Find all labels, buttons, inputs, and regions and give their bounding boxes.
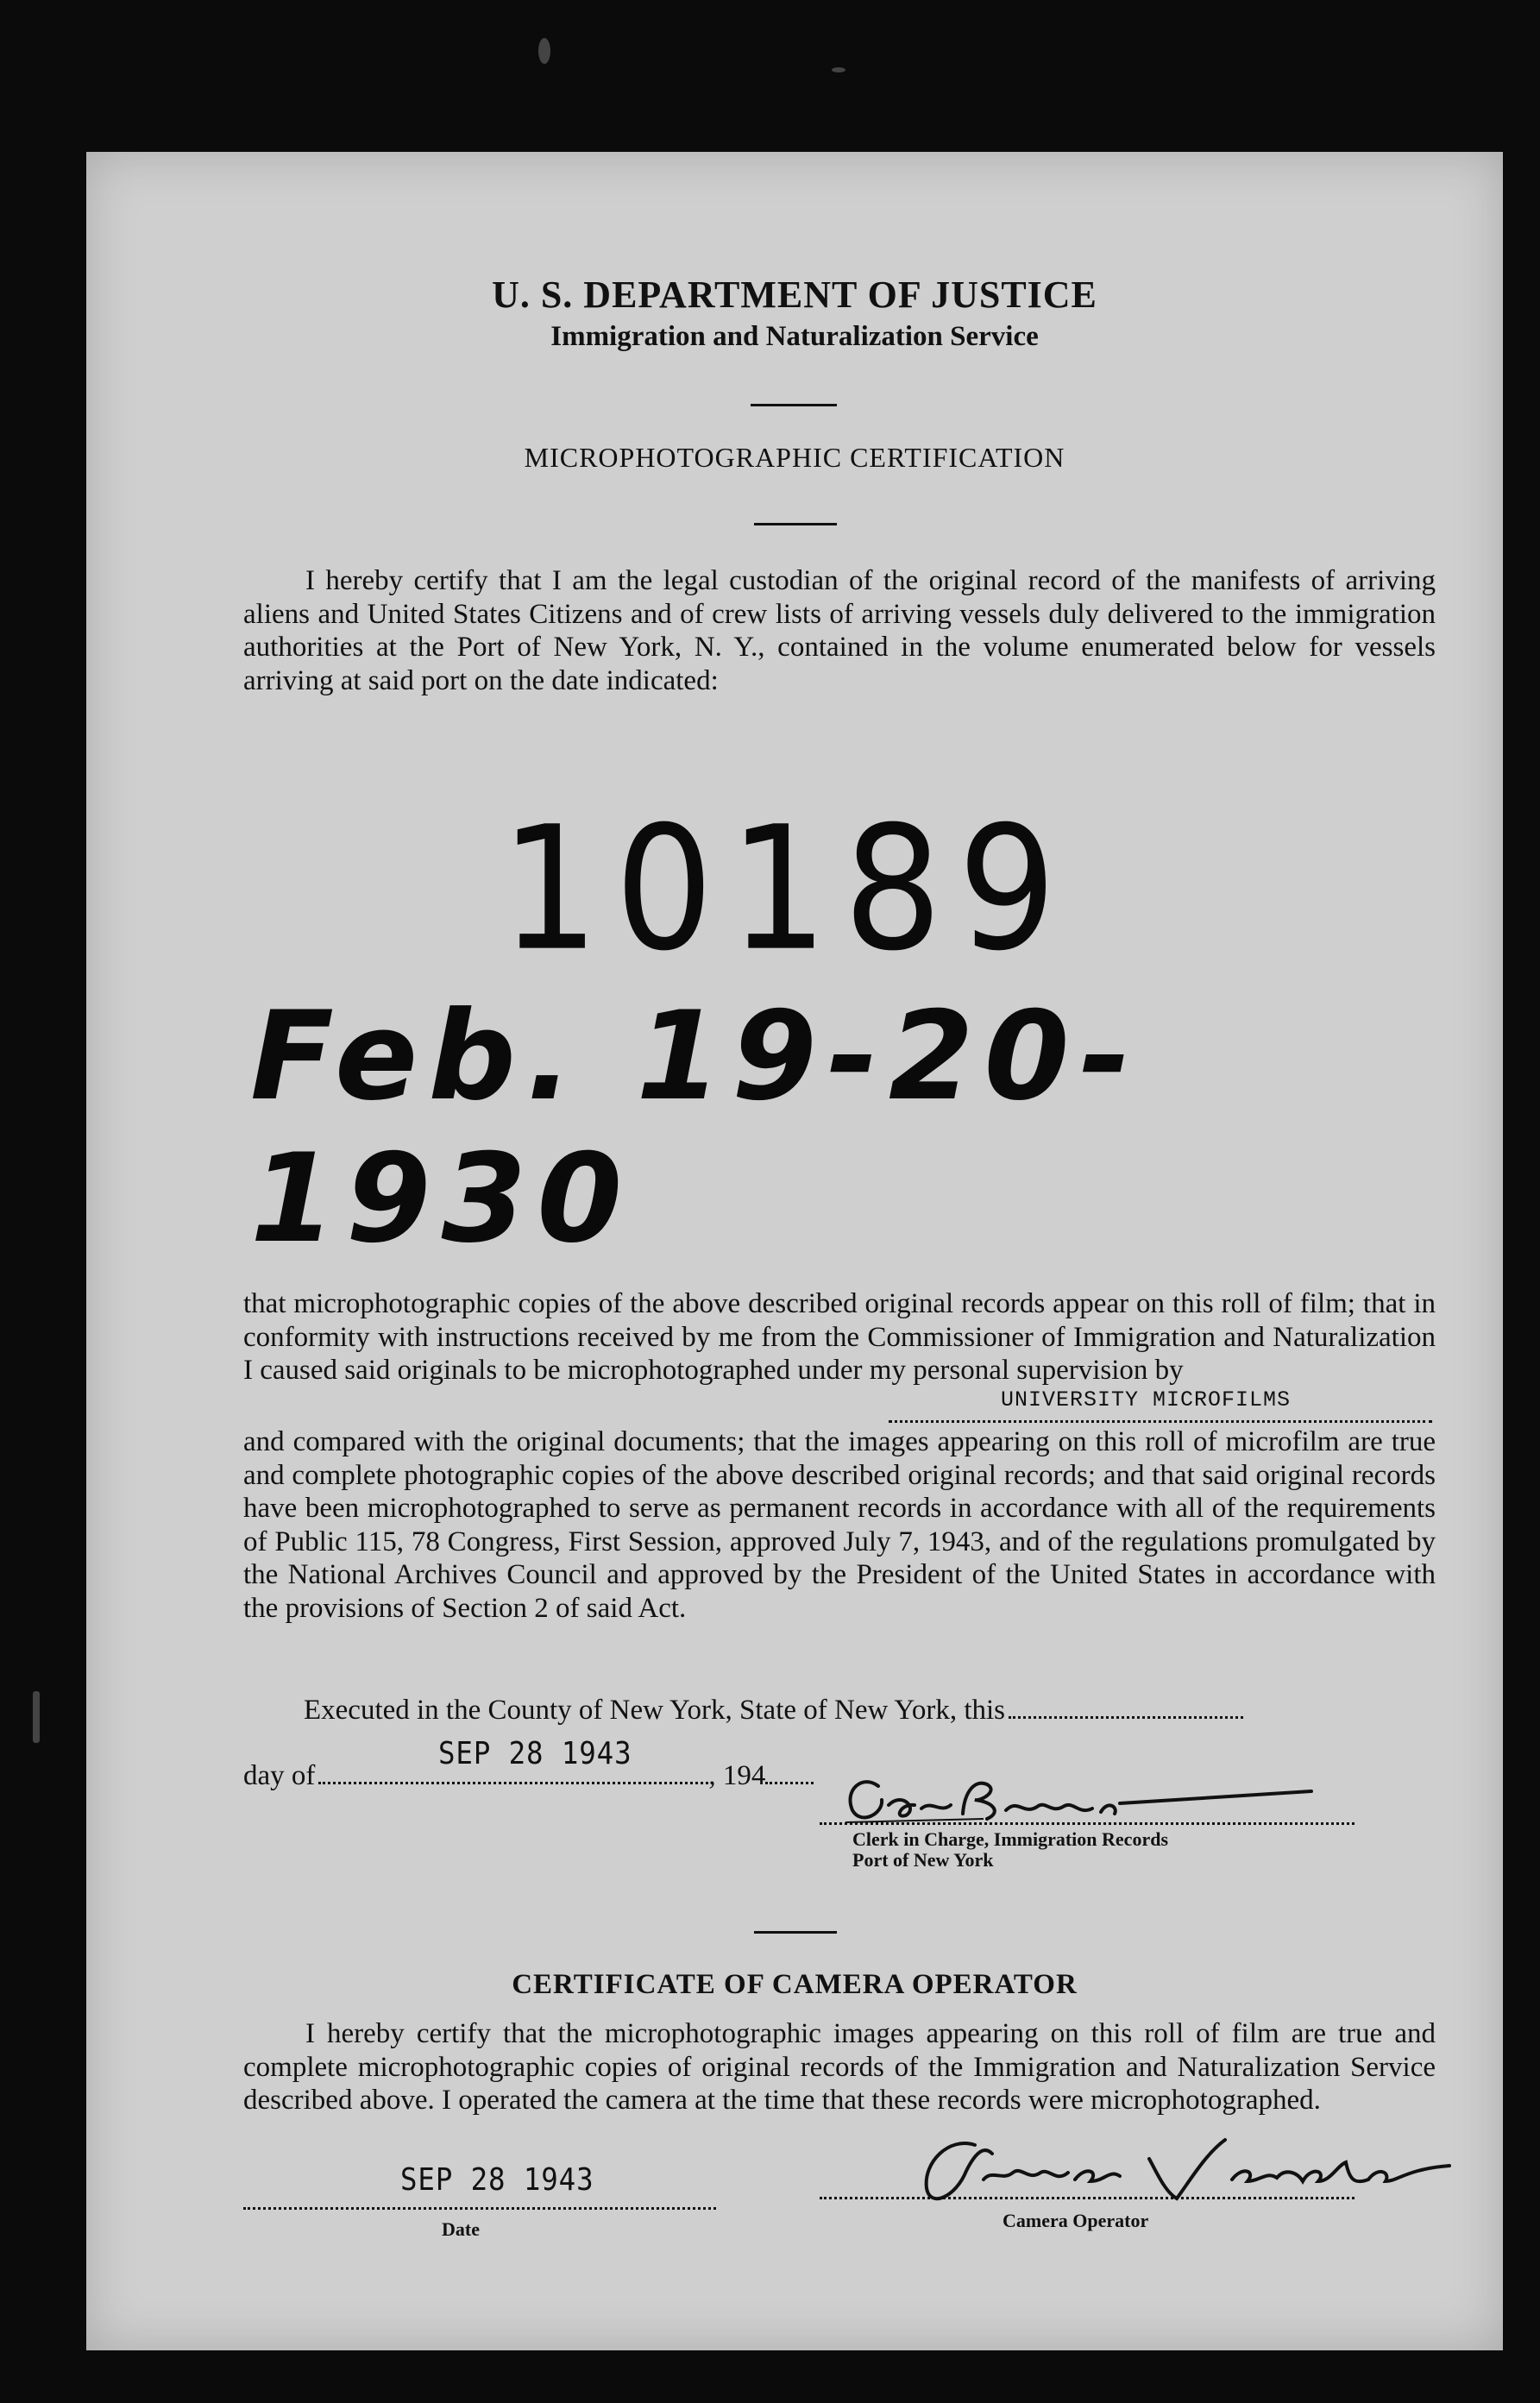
camera-operator-title: CERTIFICATE OF CAMERA OPERATOR xyxy=(512,1969,1078,2000)
clerk-title-line-1: Clerk in Charge, Immigration Records xyxy=(852,1828,1169,1850)
scan-speck xyxy=(832,67,845,72)
clerk-title xyxy=(852,1829,1168,1871)
certification-title: MICROPHOTOGRAPHIC CERTIFICATION xyxy=(524,442,1065,473)
camera-operator-signature xyxy=(845,2128,1467,2223)
page-title: U. S. DEPARTMENT OF JUSTICE xyxy=(492,274,1097,316)
certification-body-2: and compared with the original documents; that the images appearing on this roll of microfilm are true and complete photographic copies of the above described original records; and that said original records have been microphotographed to serve as permanent records in accordance with all of the requirements of Public 115, 78 Congress, First Session, approved July 7, 1943, and of the regulations promulgated by the National Archives Council and approved by the President of the United States in accordance with the provisions of Section 2 of said Act. xyxy=(243,1426,1436,1624)
camera-date-stamp: SEP 28 1943 xyxy=(400,2162,594,2198)
page-subtitle: Immigration and Naturalization Service xyxy=(550,321,1039,352)
clerk-title-line-2: Port of New York xyxy=(852,1849,994,1871)
certificate-page xyxy=(86,152,1503,2350)
executed-line xyxy=(304,1695,1243,1727)
divider xyxy=(754,523,837,525)
camera-operator-label: Camera Operator xyxy=(1003,2210,1149,2231)
date-label: Date xyxy=(442,2218,480,2240)
scan-speck xyxy=(33,1691,40,1743)
camera-operator-text: I hereby certify that the microphotographic images appearing on this roll of film are true and complete microphotographic copies of original records of the Immigration and Naturalization Service described above. I operated the camera at the time that these records were microphotographed. xyxy=(243,2018,1436,2116)
scan-speck xyxy=(538,38,550,64)
volume-date: Feb. 19-20-1930 xyxy=(250,985,1141,1270)
camera-date-line xyxy=(243,2207,716,2210)
execution-date-stamp: SEP 28 1943 xyxy=(438,1736,632,1771)
photographer-line xyxy=(889,1420,1432,1423)
clerk-signature-line xyxy=(820,1822,1355,1825)
day-of-label: day of xyxy=(243,1760,316,1791)
year-suffix: , 194 xyxy=(708,1760,766,1791)
volume-number: 10189 xyxy=(500,790,1072,989)
certification-intro: I hereby certify that I am the legal custodian of the original record of the manifests of arriving aliens and United States Citizens and of crew lists of arriving vessels duly delivered to the immigration authorities at the Port of New York, N. Y., contained in the volume enumerated below for vessels arriving at said port on the date indicated: xyxy=(243,565,1436,696)
divider xyxy=(754,1931,837,1934)
camera-operator-signature-line xyxy=(820,2197,1355,2199)
divider xyxy=(751,404,837,406)
certification-body-1: that microphotographic copies of the above described original records appear on this roll of film; that in conformity with instructions received by me from the Commissioner of Immigration and Naturalization I caused said originals to be microphotographed under my personal supervision by xyxy=(243,1288,1436,1386)
photographer-name: UNIVERSITY MICROFILMS xyxy=(1001,1387,1292,1412)
executed-text: Executed in the County of New York, State of New York, this xyxy=(304,1695,1006,1726)
